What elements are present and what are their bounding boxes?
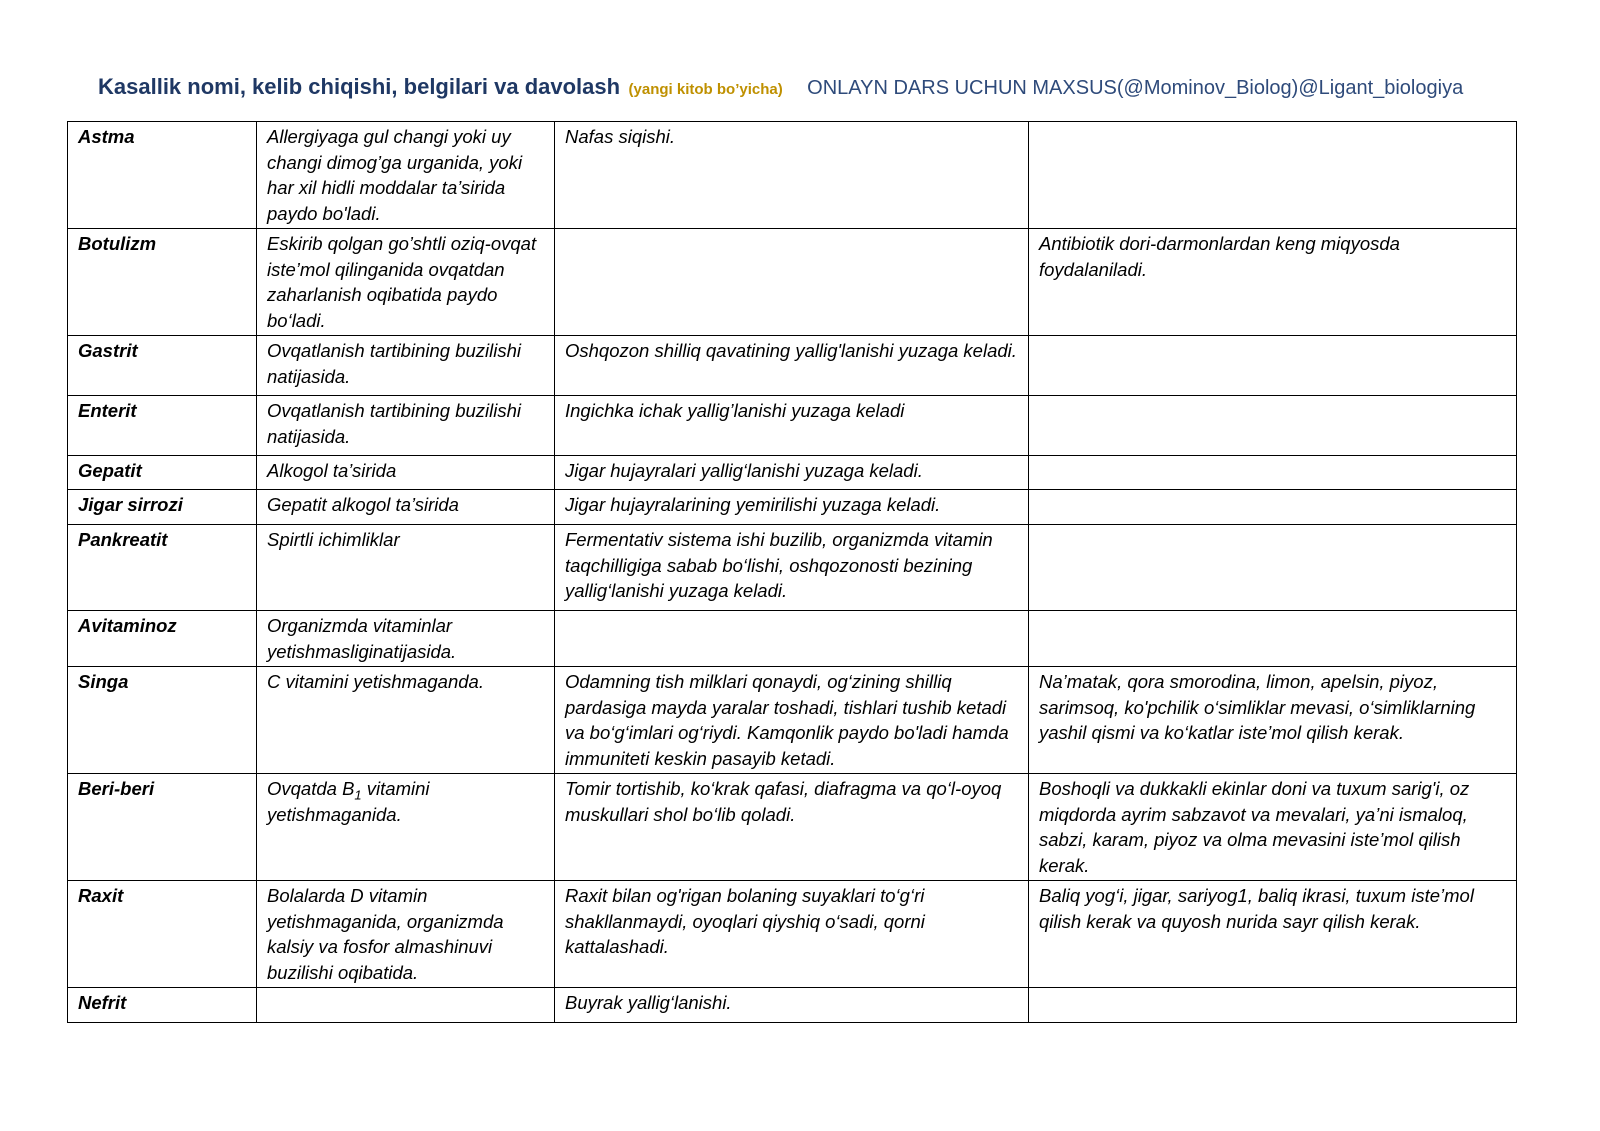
disease-symptoms: Buyrak yallig‘lanishi. — [555, 988, 1029, 1023]
channel-credit: ONLAYN DARS UCHUN MAXSUS(@Mominov_Biolog)@Ligant_biologiya — [807, 77, 1464, 99]
disease-cause: Gepatit alkogol ta’sirida — [257, 490, 555, 525]
disease-cause: Eskirib qolgan go’shtli oziq-ovqat iste’mol qilinganida ovqatdan zaharlanish oqibatida paydo bo‘ladi. — [257, 229, 555, 336]
disease-cause: Alkogol ta’sirida — [257, 456, 555, 490]
disease-symptoms: Oshqozon shilliq qavatining yallig'lanishi yuzaga keladi. — [555, 336, 1029, 396]
disease-symptoms: Jigar hujayralarining yemirilishi yuzaga keladi. — [555, 490, 1029, 525]
cause-suffix: vitamini yetishmaganida. — [267, 778, 430, 825]
disease-symptoms: Odamning tish milklari qonaydi, og‘zining shilliq pardasiga mayda yaralar toshadi, tishlari tushib ketadi va bo‘g‘imlari og‘riydi. Kamqonlik paydo bo'ladi hamda immuniteti keskin pasayib ketadi. — [555, 667, 1029, 774]
disease-cause: Ovqatlanish tartibining buzilishi natijasida. — [257, 336, 555, 396]
disease-name: Jigar sirrozi — [68, 490, 257, 525]
table-row — [68, 611, 1517, 667]
disease-treatment — [1029, 490, 1517, 525]
page-subtitle: (yangi kitob bo’yicha) — [628, 81, 783, 98]
disease-cause: Spirtli ichimliklar — [257, 525, 555, 611]
disease-treatment: Baliq yog‘i, jigar, sariyog1, baliq ikrasi, tuxum iste’mol qilish kerak va quyosh nurida sayr qilish kerak. — [1029, 881, 1517, 988]
disease-symptoms: Raxit bilan og'rigan bolaning suyaklari to‘g‘ri shakllanmaydi, oyoqlari qiyshiq o‘sadi, qorni kattalashadi. — [555, 881, 1029, 988]
disease-treatment: Boshoqli va dukkakli ekinlar doni va tuxum sarig'i, oz miqdorda ayrim sabzavot va mevalari, ya’ni ismaloq, sabzi, karam, piyoz va olma mevasini iste’mol qilish kerak. — [1029, 774, 1517, 881]
disease-cause: Allergiyaga gul changi yoki uy changi dimog’ga urganida, yoki har xil hidli moddalar ta’sirida paydo bo'ladi. — [257, 122, 555, 229]
disease-treatment — [1029, 396, 1517, 456]
disease-symptoms: Ingichka ichak yallig’lanishi yuzaga keladi — [555, 396, 1029, 456]
disease-treatment — [1029, 336, 1517, 396]
disease-treatment: Na’matak, qora smorodina, limon, apelsin, piyoz, sarimsoq, ko'pchilik o‘simliklar mevasi, o‘simliklarning yashil qismi va ko‘katlar iste’mol qilish kerak. — [1029, 667, 1517, 774]
disease-name: Enterit — [68, 396, 257, 456]
disease-cause — [257, 774, 555, 881]
table-row — [68, 336, 1517, 396]
table-row — [68, 456, 1517, 490]
table-row — [68, 667, 1517, 774]
disease-symptoms: Nafas siqishi. — [555, 122, 1029, 229]
disease-cause: C vitamini yetishmaganda. — [257, 667, 555, 774]
cause-prefix: Ovqatda B — [267, 778, 355, 799]
disease-name: Botulizm — [68, 229, 257, 336]
disease-cause: Ovqatlanish tartibining buzilishi natijasida. — [257, 396, 555, 456]
disease-name: Beri-beri — [68, 774, 257, 881]
disease-name: Gepatit — [68, 456, 257, 490]
disease-symptoms — [555, 611, 1029, 667]
disease-name: Avitaminoz — [68, 611, 257, 667]
disease-treatment — [1029, 988, 1517, 1023]
disease-treatment — [1029, 611, 1517, 667]
disease-treatment: Antibiotik dori-darmonlardan keng miqyosda foydalaniladi. — [1029, 229, 1517, 336]
disease-treatment — [1029, 456, 1517, 490]
disease-name: Pankreatit — [68, 525, 257, 611]
disease-name: Nefrit — [68, 988, 257, 1023]
table-row — [68, 988, 1517, 1023]
page-header — [98, 70, 1518, 107]
disease-symptoms: Jigar hujayralari yallig‘lanishi yuzaga keladi. — [555, 456, 1029, 490]
page-title: Kasallik nomi, kelib chiqishi, belgilari va davolash — [98, 74, 621, 99]
disease-treatment — [1029, 122, 1517, 229]
disease-name: Astma — [68, 122, 257, 229]
table-row — [68, 774, 1517, 881]
table-row — [68, 229, 1517, 336]
disease-cause: Organizmda vitaminlar yetishmasliginatijasida. — [257, 611, 555, 667]
table-row — [68, 396, 1517, 456]
disease-name: Gastrit — [68, 336, 257, 396]
disease-cause: Bolalarda D vitamin yetishmaganida, organizmda kalsiy va fosfor almashinuvi buzilishi oqibatida. — [257, 881, 555, 988]
disease-cause — [257, 988, 555, 1023]
disease-symptoms: Fermentativ sistema ishi buzilib, organizmda vitamin taqchilligiga sabab bo‘lishi, oshqozonosti bezining yallig‘lanishi yuzaga keladi. — [555, 525, 1029, 611]
disease-name: Raxit — [68, 881, 257, 988]
table-row — [68, 881, 1517, 988]
table-row — [68, 122, 1517, 229]
table-row — [68, 490, 1517, 525]
disease-name: Singa — [68, 667, 257, 774]
disease-table — [67, 121, 1517, 1023]
table-row — [68, 525, 1517, 611]
vitamin-subscript: 1 — [354, 787, 362, 803]
disease-symptoms — [555, 229, 1029, 336]
disease-treatment — [1029, 525, 1517, 611]
disease-symptoms: Tomir tortishib, ko‘krak qafasi, diafragma va qo‘l-oyoq muskullari shol bo‘lib qoladi. — [555, 774, 1029, 881]
